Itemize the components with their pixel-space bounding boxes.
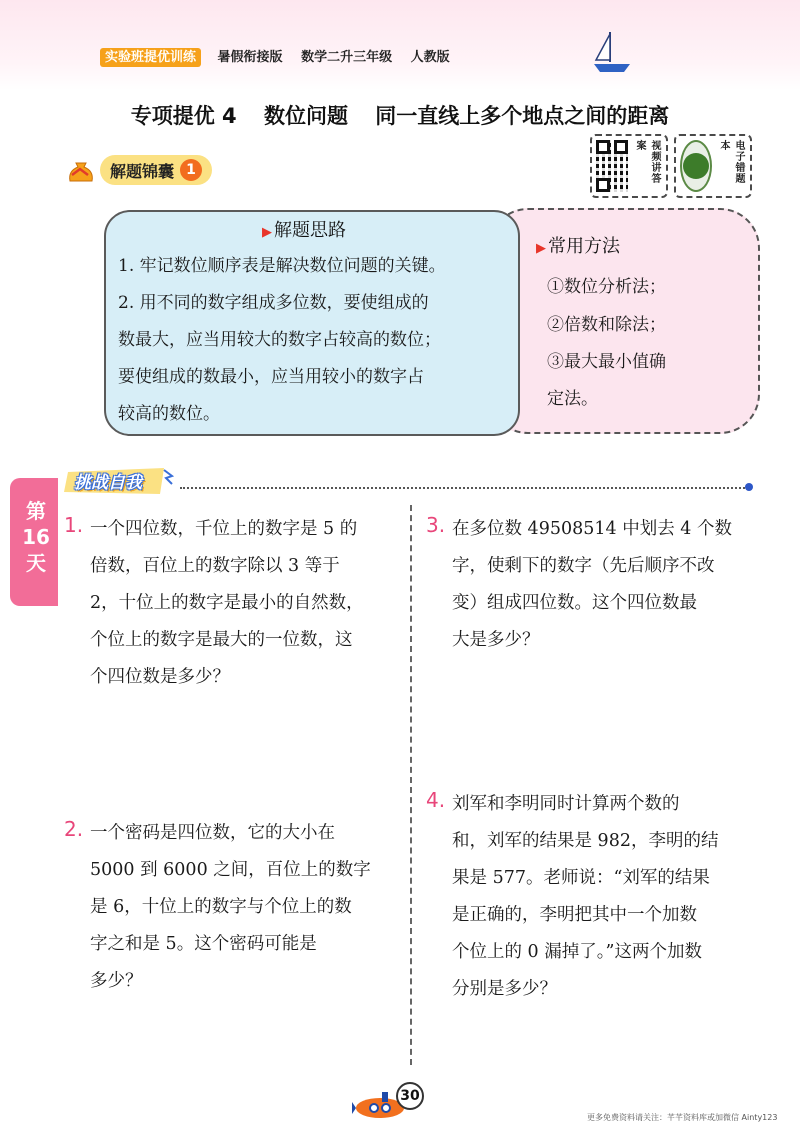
question-2-line: 字之和是 5。这个密码可能是	[90, 934, 317, 954]
question-4-line: 是正确的，李明把其中一个加数	[452, 905, 697, 925]
header-band	[0, 0, 800, 90]
challenge-label: 挑战自我	[74, 473, 142, 493]
grade-label: 数学二升三年级	[301, 50, 393, 65]
question-2-line: 一个密码是四位数，它的大小在	[90, 823, 335, 843]
question-1-line: 个四位数是多少？	[90, 667, 230, 687]
title-part-2: 数位问题	[263, 104, 348, 128]
tip-line: 要使组成的数最小，应当用较小的数字占	[118, 367, 424, 387]
day-tab-suffix: 天	[26, 551, 46, 575]
tip-line: 较高的数位。	[118, 404, 220, 424]
tips-heading: ▶ 解题思路	[262, 220, 346, 241]
question-3-line: 字，使剩下的数字（先后顺序不改	[452, 556, 715, 576]
sailboat-icon	[590, 28, 634, 76]
question-1-number: 1.	[64, 513, 84, 537]
series-header	[100, 46, 464, 65]
qr-video-label: 视频讲答案	[634, 140, 660, 184]
question-1-line: 一个四位数，千位上的数字是 5 的	[90, 519, 358, 539]
question-3-line: 变）组成四位数。这个四位数最	[452, 593, 697, 613]
question-2-line: 5000 到 6000 之间，百位上的数字	[90, 860, 371, 880]
question-3-number: 3.	[426, 513, 446, 537]
question-1-line: 2，十位上的数字是最小的自然数，	[90, 593, 364, 613]
question-3-line: 大是多少？	[452, 630, 540, 650]
footer-note: 更多免费资料请关注：芊芊资料库或加微信 Ainty123	[587, 1113, 778, 1122]
divider-end-dot	[745, 483, 753, 491]
question-4-number: 4.	[426, 788, 446, 812]
money-bag-icon	[66, 155, 96, 185]
section-divider	[180, 487, 748, 489]
question-2-line: 多少？	[90, 971, 143, 991]
method-line: ①数位分析法；	[547, 277, 666, 297]
qr-code-icon	[596, 140, 628, 192]
question-2-number: 2.	[64, 817, 84, 841]
title-part-3: 同一直线上多个地点之间的距离	[375, 104, 670, 128]
badge-number: 1	[180, 159, 202, 181]
badge-pill	[100, 155, 212, 185]
tip-line: 1. 牢记数位顺序表是解决数位问题的关键。	[118, 256, 446, 276]
mistake-book-icon	[680, 140, 712, 192]
page-number: 30	[396, 1082, 424, 1110]
tip-line: 2. 用不同的数字组成多位数，要使组成的	[118, 293, 429, 313]
day-tab-text	[18, 498, 54, 576]
question-4-line: 果是 577。老师说：“刘军的结果	[452, 868, 710, 888]
question-4-line: 和，刘军的结果是 982，李明的结	[452, 831, 719, 851]
triangle-marker-icon: ▶	[536, 241, 546, 256]
method-line: ③最大最小值确	[547, 352, 666, 372]
edition-label: 暑假衔接版	[217, 50, 283, 65]
title-part-1: 专项提优 4	[130, 104, 237, 128]
question-2-line: 是 6，十位上的数字与个位上的数	[90, 897, 352, 917]
video-answer-qr[interactable]	[590, 134, 668, 198]
brand-label: 实验班提优训练	[100, 48, 201, 67]
badge-label: 解题锦囊	[110, 161, 175, 181]
question-1-line: 个位上的数字是最大的一位数，这	[90, 630, 353, 650]
method-line: ②倍数和除法；	[547, 315, 666, 335]
question-1-line: 倍数，百位上的数字除以 3 等于	[90, 556, 340, 576]
mistake-book-qr[interactable]	[674, 134, 752, 198]
question-4-line: 个位上的 0 漏掉了。”这两个加数	[452, 942, 702, 962]
page-title	[0, 100, 800, 130]
day-tab-number: 16	[22, 525, 50, 549]
question-4-line: 分别是多少？	[452, 979, 557, 999]
question-4-line: 刘军和李明同时计算两个数的	[452, 794, 680, 814]
day-tab-prefix: 第	[26, 499, 46, 523]
triangle-marker-icon: ▶	[262, 225, 272, 240]
tips-badge	[66, 155, 212, 185]
methods-heading: ▶ 常用方法	[536, 236, 620, 257]
question-3-line: 在多位数 49508514 中划去 4 个数	[452, 519, 732, 539]
tip-line: 数最大，应当用较大的数字占较高的数位；	[118, 330, 441, 350]
publisher-label: 人教版	[410, 50, 450, 65]
column-divider	[410, 505, 412, 1065]
method-line: 定法。	[547, 389, 598, 409]
qr-mistake-label: 电子错题本	[718, 140, 744, 184]
